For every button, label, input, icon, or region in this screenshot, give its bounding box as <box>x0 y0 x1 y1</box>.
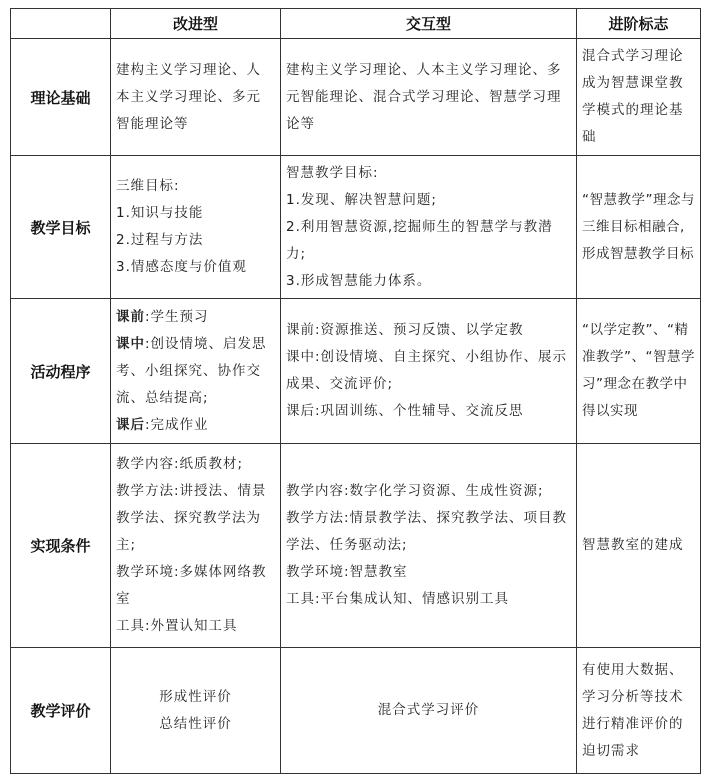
cell-theory-interactive <box>281 39 577 156</box>
header-corner <box>11 9 111 39</box>
cell-line: 3.形成智慧能力体系。 <box>286 272 432 289</box>
cell-line: 教学内容:数字化学习资源、生成性资源; <box>286 483 544 499</box>
cell-line: 工具:平台集成认知、情感识别工具 <box>286 591 510 607</box>
row-label-goals: 教学目标 <box>11 156 111 299</box>
cell-evaluation-interactive <box>281 648 577 774</box>
cell-conditions-improved <box>111 444 281 648</box>
comparison-table <box>10 8 701 774</box>
phase-label: 课后 <box>116 416 145 433</box>
header-improved: 改进型 <box>111 9 281 39</box>
cell-line: 工具:外置认知工具 <box>116 618 238 634</box>
header-marker: 进阶标志 <box>577 9 701 39</box>
cell-line: 教学内容:纸质教材; <box>116 456 244 472</box>
cell-line: 2.利用智慧资源,挖掘师生的智慧学与教潜力; <box>286 218 553 262</box>
cell-line: 建构主义学习理论、人本主义学习理论、多元智能理论、混合式学习理论、智慧学习理论等 <box>286 61 562 132</box>
cell-goals-interactive <box>281 156 577 299</box>
cell-line: 课前:资源推送、预习反馈、以学定教 <box>286 322 524 338</box>
phase-label: 课中 <box>116 335 145 352</box>
cell-goals-marker <box>577 156 701 299</box>
phase-text: :学生预习 <box>145 308 209 325</box>
cell-line: 教学方法:情景教学法、探究教学法、项目教学法、任务驱动法; <box>286 510 568 553</box>
cell-procedure-marker <box>577 299 701 444</box>
row-label-theory: 理论基础 <box>11 39 111 156</box>
cell-goals-improved <box>111 156 281 299</box>
cell-line: 2.过程与方法 <box>116 232 204 248</box>
cell-line: 课中:创设情境、自主探究、小组协作、展示成果、交流评价; <box>286 349 568 392</box>
cell-line: 建构主义学习理论、人本主义学习理论、多元智能理论等 <box>116 61 261 132</box>
phase-text: :创设情境、启发思考、小组探究、协作交流、总结提高; <box>116 335 267 406</box>
cell-line: 教学环境:多媒体网络教室 <box>116 564 267 607</box>
cell-line: 三维目标: <box>116 178 180 194</box>
cell-conditions-marker <box>577 444 701 648</box>
cell-line: 总结性评价 <box>159 715 232 732</box>
cell-evaluation-improved <box>111 648 281 774</box>
cell-line: 混合式学习理论成为智慧课堂教学模式的理论基础 <box>582 48 684 145</box>
row-label-conditions: 实现条件 <box>11 444 111 648</box>
cell-line: 智慧教室的建成 <box>582 537 684 553</box>
cell-line: 混合式学习评价 <box>377 702 480 718</box>
table-header-row <box>11 9 701 39</box>
cell-theory-improved <box>111 39 281 156</box>
cell-line: 智慧教学目标: <box>286 164 379 181</box>
cell-line: 课后:巩固训练、个性辅导、交流反思 <box>286 403 524 419</box>
table-row <box>11 648 701 774</box>
cell-line: 形成性评价 <box>159 688 232 705</box>
cell-conditions-interactive <box>281 444 577 648</box>
row-label-evaluation: 教学评价 <box>11 648 111 774</box>
row-label-procedure: 活动程序 <box>11 299 111 444</box>
table-row <box>11 156 701 299</box>
table-row <box>11 299 701 444</box>
cell-line <box>116 331 275 412</box>
table-row <box>11 444 701 648</box>
table-row <box>11 39 701 156</box>
cell-line: 有使用大数据、学习分析等技术进行精准评价的迫切需求 <box>582 661 684 759</box>
cell-line: 1.发现、解决智慧问题; <box>286 191 437 208</box>
header-interactive: 交互型 <box>281 9 577 39</box>
cell-procedure-improved <box>111 299 281 444</box>
cell-line: “以学定教”、“精准教学”、“智慧学习”理念在教学中得以实现 <box>582 322 695 419</box>
phase-label: 课前 <box>116 308 145 325</box>
cell-procedure-interactive <box>281 299 577 444</box>
cell-line: “智慧教学”理念与三维目标相融合,形成智慧教学目标 <box>582 191 695 262</box>
cell-line: 1.知识与技能 <box>116 205 204 221</box>
cell-line: 3.情感态度与价值观 <box>116 259 247 275</box>
cell-line: 教学方法:讲授法、情景教学法、探究教学法为主; <box>116 483 267 553</box>
cell-line: 教学环境:智慧教室 <box>286 564 408 580</box>
cell-theory-marker <box>577 39 701 156</box>
cell-line <box>116 304 275 331</box>
cell-line <box>116 412 275 439</box>
cell-evaluation-marker <box>577 648 701 774</box>
phase-text: :完成作业 <box>145 416 209 433</box>
